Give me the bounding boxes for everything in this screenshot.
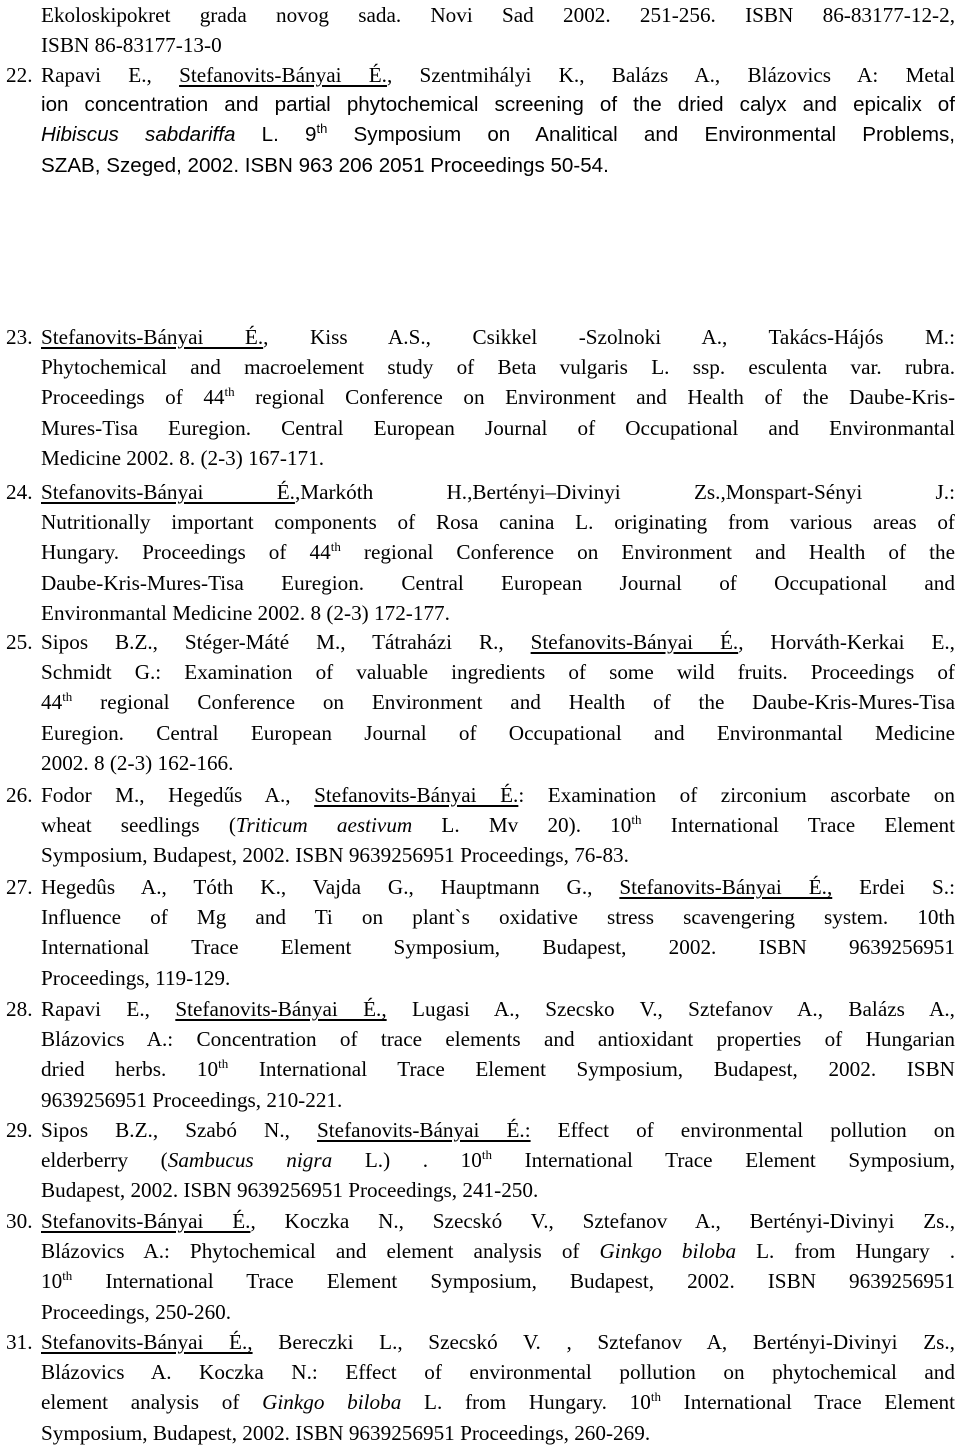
text-line: Symposium, Budapest, 2002. ISBN 9639256951 Proceedings, 260-269.: [41, 1420, 651, 1445]
text-line: [41, 537, 955, 567]
text-line: [41, 382, 955, 412]
text-line: International Trace Element Symposium, Budapest, 2002. ISBN 9639256951: [41, 935, 955, 960]
text-line: Schmidt G.: Examination of valuable ingredients of some wild fruits. Proceedings of: [41, 660, 955, 685]
text-line: [41, 60, 955, 90]
species-name: Hibiscus sabdariffa: [41, 123, 236, 147]
author-highlight: Stefanovits-Bányai É.: [41, 1209, 251, 1233]
author-highlight: Stefanovits-Bányai É.: [530, 630, 739, 654]
text-line: [41, 810, 955, 840]
superscript: th: [62, 1268, 73, 1284]
author-list: Effect of environmental pollution on: [530, 1118, 955, 1142]
author-list: , Kiss A.S., Csikkel -Szolnoki A., Takács-Hájós M.:: [263, 325, 955, 349]
text-line: [41, 1145, 955, 1175]
text-line: SZAB, Szeged, 2002. ISBN 963 206 2051 Proceedings 50-54.: [41, 153, 609, 177]
text-span: L. Mv 20). 10: [412, 813, 632, 838]
text-line: Proceedings, 250-260.: [41, 1299, 232, 1324]
text-line: Blázovics A.: Concentration of trace elements and antioxidant properties of Hungarian: [41, 1027, 955, 1052]
reference-number: 26.: [6, 783, 33, 807]
author-list: Hegedûs A., Tóth K., Vajda G., Hauptmann G.,: [41, 875, 620, 899]
species-name: Sambucus nigra: [167, 1148, 333, 1173]
reference-number: 24.: [6, 480, 33, 504]
text-line: Budapest, 2002. ISBN 9639256951 Proceedings, 241-250.: [41, 1178, 539, 1203]
text-span: Blázovics A.: Phytochemical and element analysis of: [41, 1239, 600, 1264]
text-line: [41, 120, 955, 150]
text-span: 44: [41, 690, 63, 715]
text-line: Environmantal Medicine 2002. 8 (2-3) 172-177.: [41, 600, 450, 625]
author-highlight: Stefanovits-Bányai É.,: [619, 875, 833, 899]
text-line: Phytochemical and macroelement study of Beta vulgaris L. ssp. esculenta var. rubra.: [41, 355, 955, 380]
text-span: L. 9: [235, 123, 317, 147]
text-span: International Trace Element Symposium, Budapest, 2002. ISBN: [228, 1057, 955, 1082]
reference-25: [41, 627, 955, 778]
reference-28: [41, 994, 955, 1115]
author-list: Fodor M., Hegedűs A.,: [41, 783, 315, 807]
author-list: ,Markóth H.,Bertényi–Divinyi Zs.,Monspart-Sényi J.:: [294, 480, 955, 504]
text-span: International Trace Element: [660, 1390, 955, 1415]
text-line: 2002. 8 (2-3) 162-166.: [41, 750, 234, 775]
text-line: [41, 1266, 955, 1296]
reference-number: 22.: [6, 63, 33, 87]
text-span: L.) . 10: [332, 1148, 482, 1173]
author-list: Erdei S.:: [832, 875, 955, 899]
text-span: regional Conference on Environment and Health of the Daube-Kris-Mures-Tisa: [72, 690, 955, 715]
author-highlight: Stefanovits-Bányai É.: [41, 480, 295, 504]
reference-22: [41, 60, 955, 181]
text-line: 9639256951 Proceedings, 210-221.: [41, 1087, 343, 1112]
text-span: Proceedings of 44: [41, 385, 225, 410]
text-line: Ekoloskipokret grada novog sada. Novi Sad 2002. 251-256. ISBN 86-83177-12-2,: [41, 3, 955, 27]
text-line: Mures-Tisa Euregion. Central European Journal of Occupational and Environmantal: [41, 415, 955, 440]
author-highlight: Stefanovits-Bányai É.: [314, 783, 519, 807]
author-list: Bereczki L., Szecskó V. , Sztefanov A, Bertényi-Divinyi Zs.,: [252, 1330, 955, 1354]
text-line: Influence of Mg and Ti on plant`s oxidative stress scavengering system. 10th: [41, 905, 955, 930]
text-line: [41, 872, 955, 902]
text-line: Medicine 2002. 8. (2-3) 167-171.: [41, 445, 325, 470]
text-line: Blázovics A. Koczka N.: Effect of environmental pollution on phytochemical and: [41, 1360, 955, 1385]
author-list: , Horváth-Kerkai E.,: [738, 630, 955, 654]
text-line: [41, 994, 955, 1024]
text-line: ISBN 86-83177-13-0: [41, 33, 222, 58]
reference-27: [41, 872, 955, 993]
text-span: L. from Hungary. 10: [401, 1390, 651, 1415]
author-list: : Examination of zirconium ascorbate on: [518, 783, 955, 807]
superscript: th: [218, 1056, 229, 1072]
reference-31: [41, 1327, 955, 1448]
text-line: [41, 1115, 955, 1145]
superscript: th: [224, 384, 235, 400]
text-line: [41, 322, 955, 352]
text-line: [41, 1236, 955, 1266]
author-highlight: Stefanovits-Bányai É.:: [317, 1118, 531, 1142]
reference-26: [41, 780, 955, 871]
text-line: [41, 780, 955, 810]
author-list: Lugasi A., Szecsko V., Sztefanov A., Balázs A.,: [386, 997, 955, 1021]
author-list: Rapavi E.,: [41, 63, 180, 87]
reference-number: 25.: [6, 630, 33, 654]
species-name: Ginkgo biloba: [599, 1239, 737, 1264]
superscript: th: [316, 121, 328, 137]
text-line: [41, 1206, 955, 1236]
text-span: Hungary. Proceedings of 44: [41, 540, 331, 565]
text-line: [41, 1054, 955, 1084]
text-line: Euregion. Central European Journal of Occupational and Environmantal Medicine: [41, 720, 955, 745]
text-line: [41, 1327, 955, 1357]
reference-23: [41, 322, 955, 473]
text-line: Symposium, Budapest, 2002. ISBN 9639256951 Proceedings, 76-83.: [41, 843, 629, 868]
species-name: Triticum aestivum: [235, 813, 413, 838]
text-span: 10: [41, 1269, 63, 1294]
reference-24: [41, 477, 955, 628]
reference-continuation: [41, 0, 955, 60]
text-line: [41, 1387, 955, 1417]
superscript: th: [650, 1389, 661, 1405]
author-highlight: Stefanovits-Bányai É.: [179, 63, 387, 87]
text-span: International Trace Element Symposium, Budapest, 2002. ISBN 9639256951: [72, 1269, 955, 1294]
author-list: , Koczka N., Szecskó V., Sztefanov A., Bertényi-Divinyi Zs.,: [250, 1209, 955, 1233]
text-span: L. from Hungary .: [736, 1239, 955, 1264]
text-span: Symposium on Analitical and Environmental Problems,: [327, 123, 955, 147]
text-line: ion concentration and partial phytochemical screening of the dried calyx and epicalix of: [41, 93, 955, 117]
reference-number: 29.: [6, 1118, 33, 1142]
text-span: element analysis of: [41, 1390, 263, 1415]
reference-number: 27.: [6, 875, 33, 899]
superscript: th: [481, 1147, 492, 1163]
text-line: [41, 687, 955, 717]
author-list: Rapavi E.,: [41, 997, 176, 1021]
text-span: regional Conference on Environment and Health of the Daube-Kris-: [234, 385, 955, 410]
text-line: Daube-Kris-Mures-Tisa Euregion. Central European Journal of Occupational and: [41, 570, 955, 595]
text-span: International Trace Element Symposium,: [492, 1148, 955, 1173]
superscript: th: [631, 812, 642, 828]
author-list: , Szentmihályi K., Balázs A., Blázovics A: Metal: [386, 63, 955, 87]
reference-number: 31.: [6, 1330, 33, 1354]
text-span: elderberry (: [41, 1148, 168, 1173]
text-line: [41, 627, 955, 657]
text-span: dried herbs. 10: [41, 1057, 219, 1082]
species-name: Ginkgo biloba: [262, 1390, 402, 1415]
reference-number: 23.: [6, 325, 33, 349]
superscript: th: [62, 689, 73, 705]
text-span: regional Conference on Environment and Health of the: [340, 540, 955, 565]
superscript: th: [330, 539, 341, 555]
reference-number: 30.: [6, 1209, 33, 1233]
author-list: Sipos B.Z., Stéger-Máté M., Tátraházi R.,: [41, 630, 531, 654]
reference-30: [41, 1206, 955, 1327]
text-span: International Trace Element: [641, 813, 955, 838]
author-highlight: Stefanovits-Bányai É.,: [175, 997, 387, 1021]
reference-number: 28.: [6, 997, 33, 1021]
text-line: Nutritionally important components of Rosa canina L. originating from various areas of: [41, 510, 955, 535]
text-line: [41, 477, 955, 507]
text-line: Proceedings, 119-129.: [41, 965, 231, 990]
author-highlight: Stefanovits-Bányai É.: [41, 325, 264, 349]
author-highlight: Stefanovits-Bányai É.,: [41, 1330, 253, 1354]
text-span: wheat seedlings (: [41, 813, 236, 838]
reference-29: [41, 1115, 955, 1206]
author-list: Sipos B.Z., Szabó N.,: [41, 1118, 317, 1142]
